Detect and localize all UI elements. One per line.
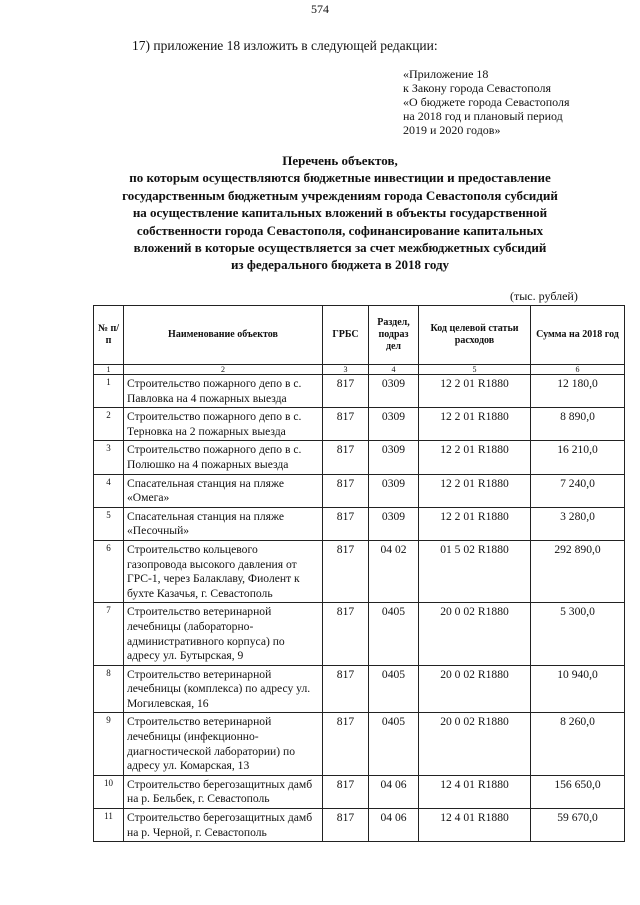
section-code: 0309: [369, 375, 419, 408]
grbs-code: 817: [323, 441, 369, 474]
sum-value: 8 890,0: [531, 408, 625, 441]
target-code: 12 2 01 R1880: [419, 375, 531, 408]
row-number: 10: [94, 775, 124, 808]
object-name: Строительство берегозащитных дамб на р. Бельбек, г. Севастополь: [124, 775, 323, 808]
row-number: 7: [94, 603, 124, 665]
column-number-row: [94, 365, 625, 375]
column-number: 6: [531, 365, 625, 375]
table-row: [94, 441, 625, 474]
amendment-intro: 17) приложение 18 изложить в следующей редакции:: [132, 38, 438, 53]
sum-value: 10 940,0: [531, 665, 625, 713]
table-row: [94, 809, 625, 842]
target-code: 12 2 01 R1880: [419, 474, 531, 507]
section-code: 04 06: [369, 809, 419, 842]
title-line: из федерального бюджета в 2018 году: [230, 257, 450, 273]
sum-value: 156 650,0: [531, 775, 625, 808]
row-number: 9: [94, 713, 124, 775]
table-row: [94, 775, 625, 808]
target-code: 01 5 02 R1880: [419, 540, 531, 602]
section-code: 0405: [369, 665, 419, 713]
appendix-line: «Приложение 18: [403, 67, 489, 81]
header-sum: Сумма на 2018 год: [531, 306, 625, 365]
header-grbs: ГРБС: [323, 306, 369, 365]
sum-value: 292 890,0: [531, 540, 625, 602]
target-code: 12 4 01 R1880: [419, 775, 531, 808]
column-number: 1: [94, 365, 124, 375]
sum-value: 3 280,0: [531, 507, 625, 540]
object-name: Строительство ветеринарной лечебницы (лабораторно-административного корпуса) по адресу ул. Бутырская, 9: [124, 603, 323, 665]
title-line: государственным бюджетным учреждениям города Севастополя субсидий: [122, 187, 558, 203]
document-title: [90, 152, 590, 274]
target-code: 12 2 01 R1880: [419, 408, 531, 441]
table-row: [94, 474, 625, 507]
grbs-code: 817: [323, 775, 369, 808]
grbs-code: 817: [323, 665, 369, 713]
appendix-line: к Закону города Севастополя: [403, 81, 552, 95]
row-number: 4: [94, 474, 124, 507]
section-code: 0405: [369, 603, 419, 665]
row-number: 8: [94, 665, 124, 713]
grbs-code: 817: [323, 474, 369, 507]
grbs-code: 817: [323, 603, 369, 665]
page-number: 574: [311, 2, 329, 16]
object-name: Спасательная станция на пляже «Песочный»: [124, 507, 323, 540]
section-code: 0309: [369, 474, 419, 507]
object-name: Спасательная станция на пляже «Омега»: [124, 474, 323, 507]
object-name: Строительство ветеринарной лечебницы (инфекционно-диагностической лаборатории) по адресу ул. Комарская, 13: [124, 713, 323, 775]
table-row: [94, 713, 625, 775]
row-number: 5: [94, 507, 124, 540]
header-num: № п/п: [94, 306, 124, 365]
title-line: вложений в которые осуществляется за счет межбюджетных субсидий: [133, 240, 547, 256]
appendix-reference: [403, 67, 569, 137]
appendix-line: на 2018 год и плановый период: [403, 109, 563, 123]
section-code: 0309: [369, 441, 419, 474]
column-number: 4: [369, 365, 419, 375]
row-number: 6: [94, 540, 124, 602]
units-label: (тыс. рублей): [510, 289, 578, 303]
object-name: Строительство берегозащитных дамб на р. Черной, г. Севастополь: [124, 809, 323, 842]
header-code: Код целевой статьи расходов: [419, 306, 531, 365]
target-code: 20 0 02 R1880: [419, 665, 531, 713]
grbs-code: 817: [323, 375, 369, 408]
section-code: 0405: [369, 713, 419, 775]
row-number: 2: [94, 408, 124, 441]
table-row: [94, 540, 625, 602]
table-row: [94, 507, 625, 540]
grbs-code: 817: [323, 507, 369, 540]
object-name: Строительство пожарного депо в с. Павловка на 4 пожарных выезда: [124, 375, 323, 408]
header-section: Раздел, подраз дел: [369, 306, 419, 365]
table-body: [94, 375, 625, 842]
grbs-code: 817: [323, 540, 369, 602]
object-name: Строительство ветеринарной лечебницы (комплекса) по адресу ул. Могилевская, 16: [124, 665, 323, 713]
column-number: 3: [323, 365, 369, 375]
column-number: 2: [124, 365, 323, 375]
object-name: Строительство пожарного депо в с. Терновка на 2 пожарных выезда: [124, 408, 323, 441]
title-line: собственности города Севастополя, софинансирование капитальных: [136, 222, 544, 238]
table-row: [94, 665, 625, 713]
target-code: 12 2 01 R1880: [419, 441, 531, 474]
column-number: 5: [419, 365, 531, 375]
table-row: [94, 408, 625, 441]
section-code: 0309: [369, 408, 419, 441]
title-line: на осуществление капитальных вложений в объекты государственной: [132, 205, 548, 221]
target-code: 20 0 02 R1880: [419, 713, 531, 775]
header-name: Наименование объектов: [124, 306, 323, 365]
object-name: Строительство кольцевого газопровода высокого давления от ГРС-1, через Балаклаву, Фиолент к бухте Казачья, г. Севастополь: [124, 540, 323, 602]
target-code: 12 4 01 R1880: [419, 809, 531, 842]
appendix-line: «О бюджете города Севастополя: [403, 95, 570, 109]
row-number: 11: [94, 809, 124, 842]
sum-value: 12 180,0: [531, 375, 625, 408]
grbs-code: 817: [323, 408, 369, 441]
table-row: [94, 375, 625, 408]
target-code: 20 0 02 R1880: [419, 603, 531, 665]
header-row: [94, 306, 625, 365]
table-row: [94, 603, 625, 665]
sum-value: 8 260,0: [531, 713, 625, 775]
section-code: 04 02: [369, 540, 419, 602]
grbs-code: 817: [323, 809, 369, 842]
grbs-code: 817: [323, 713, 369, 775]
row-number: 3: [94, 441, 124, 474]
sum-value: 5 300,0: [531, 603, 625, 665]
sum-value: 7 240,0: [531, 474, 625, 507]
sum-value: 16 210,0: [531, 441, 625, 474]
target-code: 12 2 01 R1880: [419, 507, 531, 540]
title-line: по которым осуществляются бюджетные инвестиции и предоставление: [129, 170, 551, 186]
appendix-line: 2019 и 2020 годов»: [403, 123, 501, 137]
section-code: 0309: [369, 507, 419, 540]
row-number: 1: [94, 375, 124, 408]
objects-table: [93, 305, 625, 842]
section-code: 04 06: [369, 775, 419, 808]
sum-value: 59 670,0: [531, 809, 625, 842]
title-line: Перечень объектов,: [282, 153, 398, 168]
object-name: Строительство пожарного депо в с. Полюшко на 4 пожарных выезда: [124, 441, 323, 474]
